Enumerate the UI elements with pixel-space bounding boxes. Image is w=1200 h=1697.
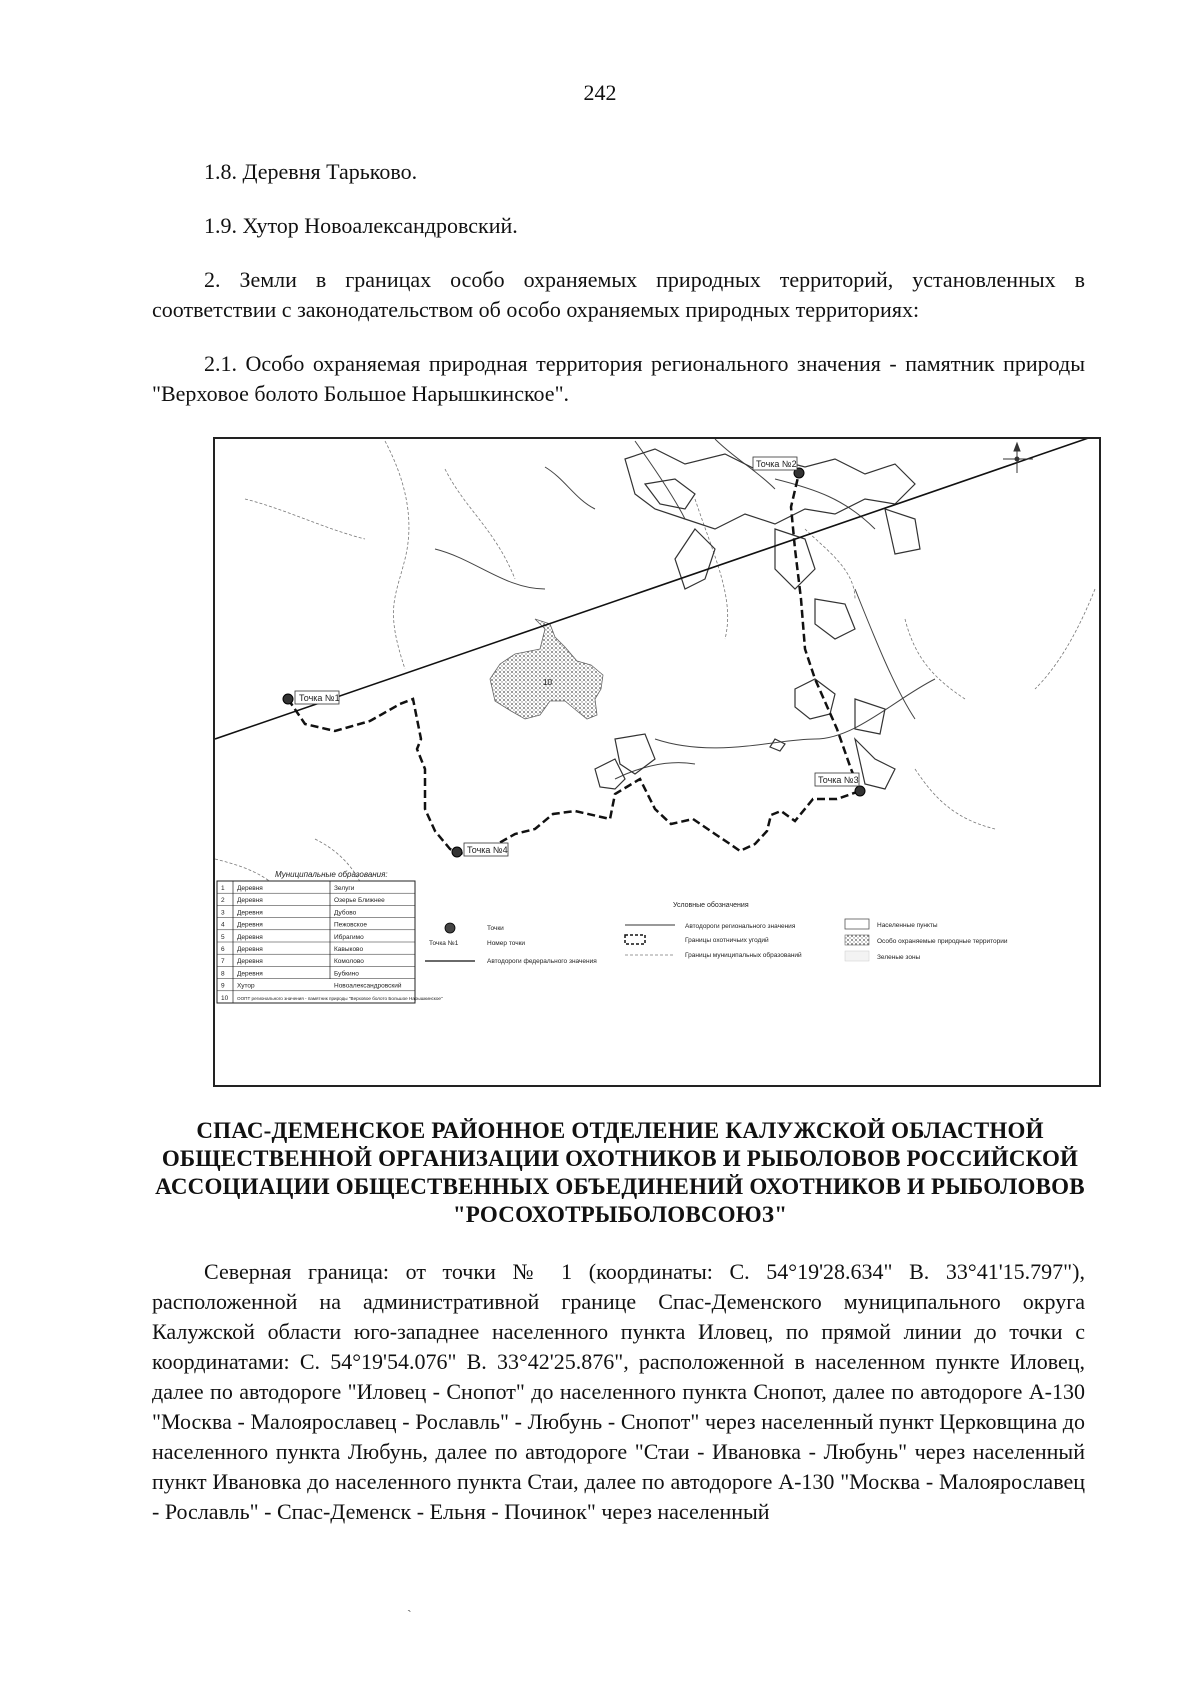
table-row-type: Деревня — [237, 946, 263, 953]
legend-settlement-label: Населенные пункты — [877, 922, 938, 929]
point-2-label: Точка №2 — [756, 459, 797, 469]
protected-area-number: 10 — [543, 678, 552, 687]
table-row-name: Бубкино — [334, 970, 359, 978]
table-row-number: 6 — [221, 946, 225, 953]
table-row-name: Ибрагимо — [334, 933, 364, 941]
table-row-name: Пежовское — [334, 921, 367, 929]
table-row-name: Новоалександровский — [334, 982, 402, 990]
protected-area-bog — [490, 619, 603, 719]
table-row-number: 4 — [221, 921, 225, 929]
table-row-number: 5 — [221, 933, 225, 941]
point-2-marker — [753, 457, 804, 478]
legend-title: Условные обозначения — [673, 902, 749, 909]
table-row-number: 9 — [221, 982, 225, 990]
table-row-number: 1 — [221, 885, 225, 892]
federal-road — [215, 439, 1099, 739]
table-row-type: Деревня — [237, 897, 263, 905]
table-row-name: Кавыково — [334, 946, 364, 953]
table-row-type: Хутор — [237, 982, 255, 990]
settlement-north-east — [625, 449, 920, 639]
legend-regional-road-label: Автодороги регионального значения — [685, 923, 796, 930]
legend-protected-area-symbol — [845, 935, 869, 945]
north-boundary-paragraph: Северная граница: от точки № 1 (координаты: С. 54°19'28.634" В. 33°41'15.797"), расположенной на административной границе Спас-Деменского муниципального округа Калужской области юго-западнее населенного пункта Иловец, по прямой линии до точки с координатами: С. 54°19'54.076" В. 33°42'25.876", расположенной в населенном пункте Иловец, далее по автодороге "Иловец - Снопот" до населенного пункта Снопот, далее по автодороге А-130 "Москва - Малоярославец - Рославль" - Любунь - Снопот" через населенный пункт Церковщина до населенного пункта Любунь, далее по автодороге "Стаи - Ивановка - Любунь" через населенный пункт Ивановка до населенного пункта Стаи, далее по автодороге А-130 "Москва - Малоярославец - Рославль" - Спас-Деменск - Ельня - Починок" через населенный — [152, 1259, 1085, 1524]
legend-point-number-sample: Точка №1 — [429, 940, 459, 947]
legend-point-symbol — [445, 923, 455, 933]
table-row-number: 2 — [221, 897, 225, 905]
table-row-type: Деревня — [237, 885, 263, 892]
table-row-type: Деревня — [237, 970, 263, 978]
legend-protected-area-label: Особо охраняемые природные территории — [877, 938, 1008, 945]
legend-federal-road-label: Автодороги федерального значения — [487, 958, 597, 965]
point-1-label: Точка №1 — [299, 693, 340, 703]
legend-settlement-symbol — [845, 919, 869, 929]
table-title: Муниципальные образования: — [275, 870, 388, 879]
point-3-marker — [815, 773, 865, 796]
legend-hunting-boundary-label: Границы охотничьих угодий — [685, 937, 769, 944]
table-row-name: Зелуги — [334, 885, 355, 892]
table-row-name: Комолово — [334, 958, 364, 966]
road-network-solid — [435, 439, 935, 779]
stray-mark: ˏ — [407, 1598, 412, 1613]
legend-hunting-boundary-symbol — [625, 935, 645, 944]
map-figure — [213, 437, 1101, 1087]
legend-points-label: Точки — [487, 925, 504, 932]
municipal-table — [217, 870, 443, 1003]
section-heading: СПАС-ДЕМЕНСКОЕ РАЙОННОЕ ОТДЕЛЕНИЕ КАЛУЖСКОЙ ОБЛАСТНОЙ ОБЩЕСТВЕННОЙ ОРГАНИЗАЦИИ ОХОТНИКОВ И РЫБОЛОВОВ РОССИЙСКОЙ АССОЦИАЦИИ ОБЩЕСТВЕННЫХ ОБЪЕДИНЕНИЙ ОХОТНИКОВ И РЫБОЛОВОВ "РОСОХОТРЫБОЛОВСОЮЗ" — [155, 1118, 1085, 1227]
table-row-number: 8 — [221, 970, 225, 978]
point-4-marker — [452, 843, 508, 857]
item-2: 2. Земли в границах особо охраняемых природных территорий, установленных в соответствии с законодательством об особо охраняемых природных территориях: — [152, 267, 1085, 322]
table-row-number: 7 — [221, 958, 225, 966]
table-row-number: 10 — [221, 994, 229, 1002]
settlement-east — [595, 679, 895, 789]
legend-point-number-label: Номер точки — [487, 940, 526, 947]
table-row-type: Деревня — [237, 933, 263, 941]
point-4-label: Точка №4 — [467, 845, 508, 855]
item-1-9: 1.9. Хутор Новоалександровский. — [204, 213, 518, 238]
map-legend — [425, 901, 1008, 965]
table-row-name: Озерье Ближнее — [334, 897, 385, 905]
item-1-8: 1.8. Деревня Тарьково. — [204, 159, 418, 184]
table-row-number: 3 — [221, 909, 225, 917]
point-3-label: Точка №3 — [818, 775, 859, 785]
minor-roads — [215, 441, 1095, 919]
point-1-marker — [283, 691, 340, 704]
page-number: 242 — [583, 80, 617, 105]
table-row-protected-area: ООПТ регионального значения - памятник природы "Верховое болото Большое Нарышкинское" — [237, 995, 443, 1001]
table-row-type: Деревня — [237, 921, 263, 929]
item-2-1: 2.1. Особо охраняемая природная территория регионального значения - памятник природы "Верховое болото Большое Нарышкинское". — [152, 351, 1085, 406]
table-row-type: Деревня — [237, 909, 263, 917]
legend-green-zone-label: Зеленые зоны — [877, 954, 921, 961]
map-svg — [215, 439, 1099, 1085]
table-row-type: Деревня — [237, 958, 263, 966]
legend-municipal-boundary-label: Границы муниципальных образований — [685, 952, 802, 959]
table-row-name: Дубово — [334, 909, 357, 917]
legend-green-zone-symbol — [845, 951, 869, 961]
